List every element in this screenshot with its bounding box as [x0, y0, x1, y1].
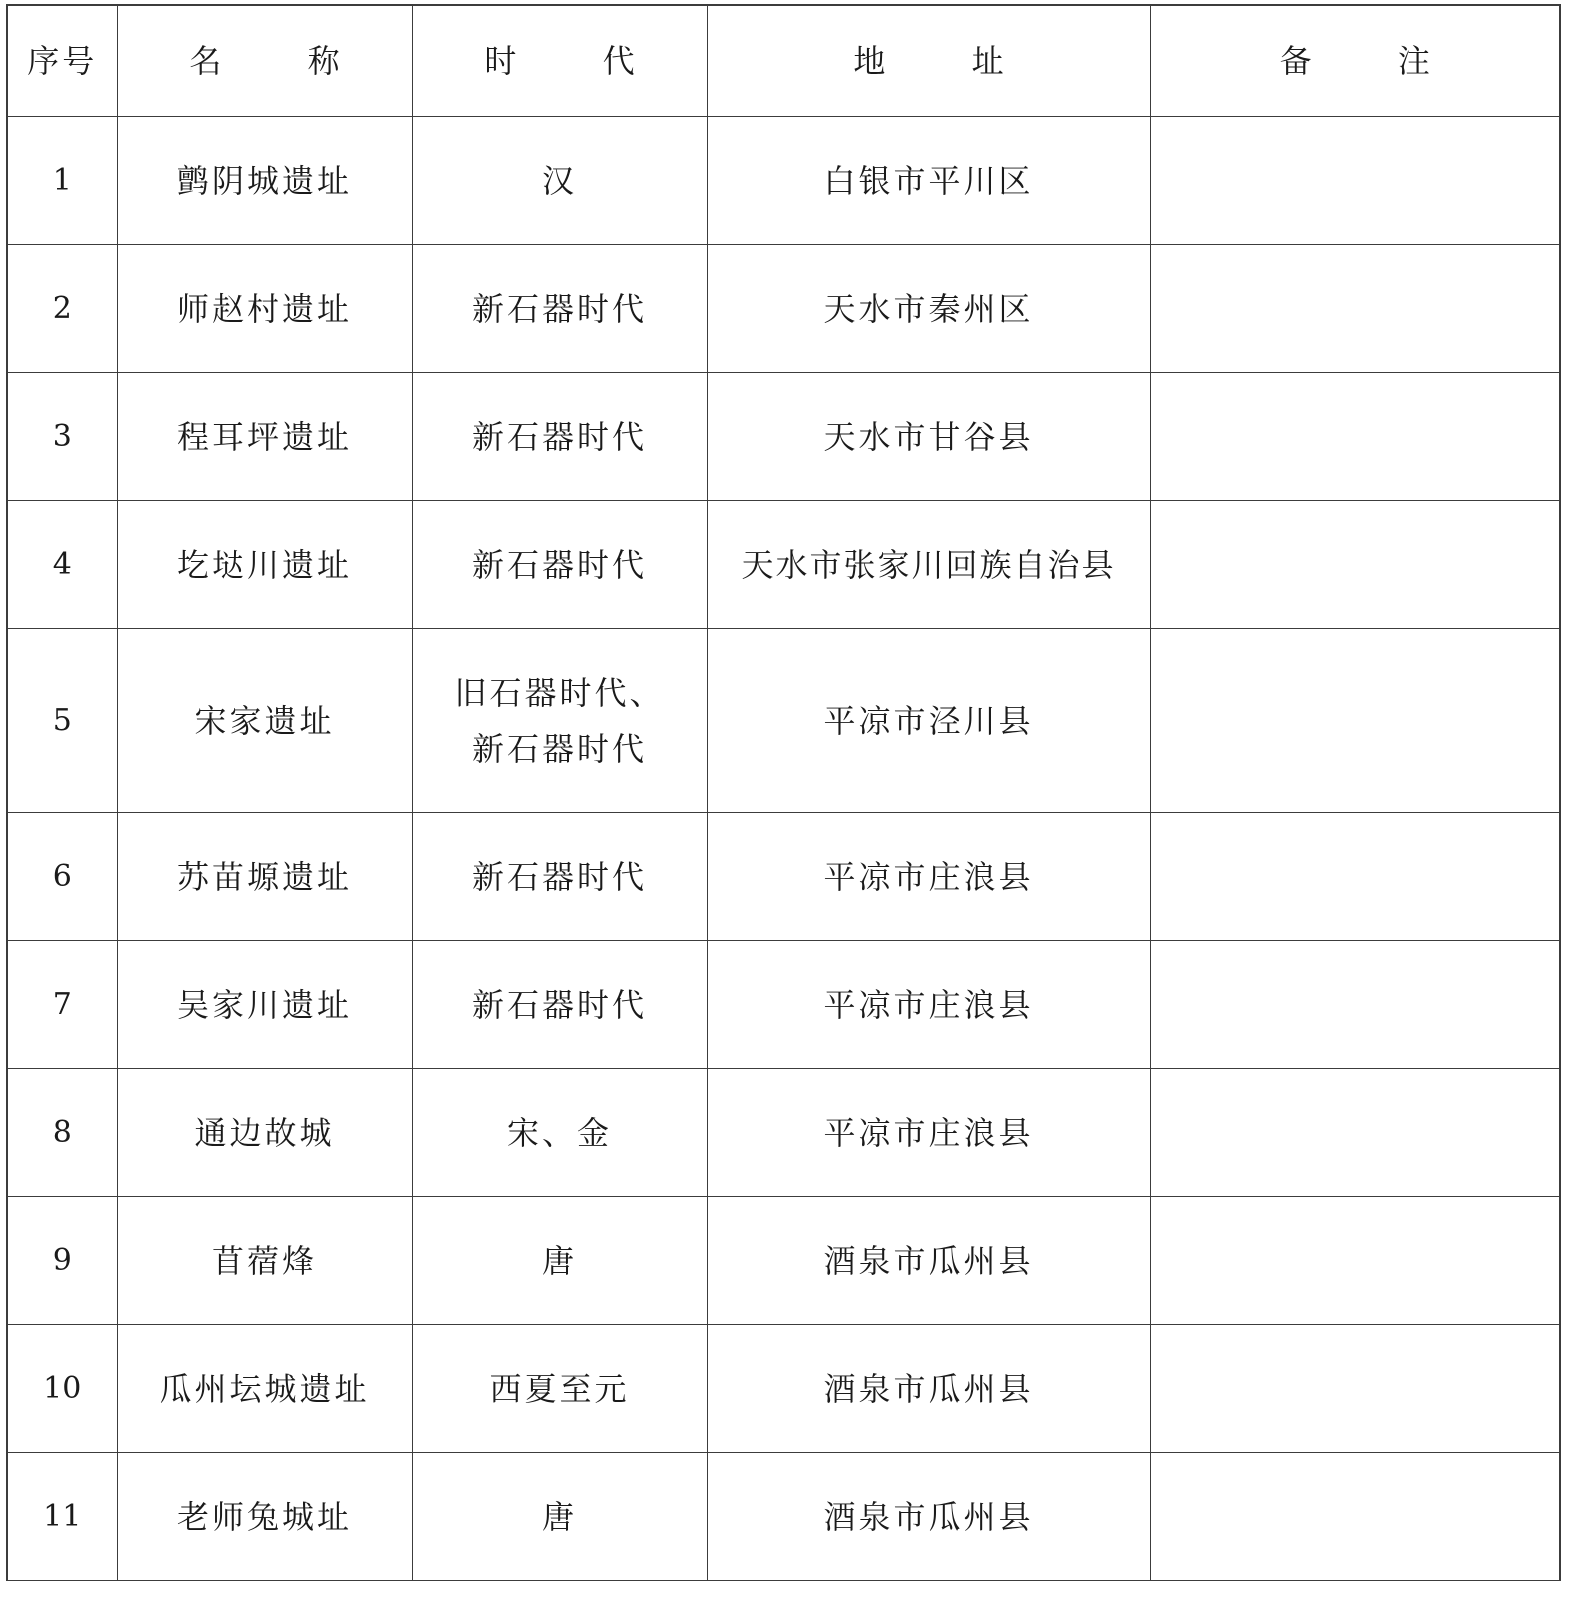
- cell-era-line: 新石器时代: [471, 985, 647, 1024]
- cell-note: [1150, 1325, 1560, 1453]
- cell-note: [1150, 501, 1560, 629]
- cell-name: 苏苗塬遗址: [117, 813, 412, 941]
- cell-name: 苜蓿烽: [117, 1197, 412, 1325]
- cell-address: 酒泉市瓜州县: [707, 1325, 1150, 1453]
- cell-era-line: 新石器时代: [471, 857, 647, 896]
- cell-address: 平凉市泾川县: [707, 629, 1150, 813]
- table-row: [7, 117, 1560, 245]
- cell-era: [412, 117, 707, 245]
- cell-note: [1150, 1197, 1560, 1325]
- cell-name: 瓜州坛城遗址: [117, 1325, 412, 1453]
- cell-name: 鹯阴城遗址: [117, 117, 412, 245]
- header-name: 名 称: [117, 5, 412, 117]
- cell-name: 圪垯川遗址: [117, 501, 412, 629]
- cell-address: 天水市张家川回族自治县: [707, 501, 1150, 629]
- cell-era: [412, 1197, 707, 1325]
- cell-index: 11: [7, 1453, 117, 1581]
- header-note: 备 注: [1150, 5, 1560, 117]
- cell-index: 10: [7, 1325, 117, 1453]
- cell-era-line: 新石器时代: [471, 417, 647, 456]
- cell-note: [1150, 629, 1560, 813]
- cell-index: 5: [7, 629, 117, 813]
- table-row: [7, 501, 1560, 629]
- table-row: [7, 1069, 1560, 1197]
- cell-era: [412, 941, 707, 1069]
- table-row: [7, 941, 1560, 1069]
- cell-name: 吴家川遗址: [117, 941, 412, 1069]
- cell-index: 8: [7, 1069, 117, 1197]
- table-row: [7, 245, 1560, 373]
- cell-address: 天水市甘谷县: [707, 373, 1150, 501]
- cell-index: 1: [7, 117, 117, 245]
- cell-address: 天水市秦州区: [707, 245, 1150, 373]
- table-header-row: [7, 5, 1560, 117]
- cell-note: [1150, 813, 1560, 941]
- cell-era-line: 唐: [541, 1497, 577, 1536]
- cell-note: [1150, 373, 1560, 501]
- cell-era: [412, 813, 707, 941]
- header-era: 时 代: [412, 5, 707, 117]
- table-row: [7, 629, 1560, 813]
- cell-address: 平凉市庄浪县: [707, 1069, 1150, 1197]
- cell-index: 7: [7, 941, 117, 1069]
- cell-index: 9: [7, 1197, 117, 1325]
- cell-note: [1150, 117, 1560, 245]
- cell-era-line: 西夏至元: [489, 1369, 630, 1408]
- cell-name: 通边故城: [117, 1069, 412, 1197]
- cell-index: 4: [7, 501, 117, 629]
- cell-era-line: 新石器时代: [471, 729, 647, 768]
- cell-era-line: 新石器时代: [471, 289, 647, 328]
- heritage-sites-table-page: [6, 4, 1559, 1581]
- cell-era: [412, 501, 707, 629]
- cell-era-line: 汉: [541, 161, 577, 200]
- table-row: [7, 1453, 1560, 1581]
- cell-address: 白银市平川区: [707, 117, 1150, 245]
- cell-era-line: 宋、金: [506, 1113, 612, 1152]
- cell-era: [412, 1069, 707, 1197]
- cell-era: [412, 1325, 707, 1453]
- cell-era: [412, 245, 707, 373]
- cell-era-line: 旧石器时代、: [454, 673, 665, 712]
- cell-index: 3: [7, 373, 117, 501]
- cell-name: 程耳坪遗址: [117, 373, 412, 501]
- table-row: [7, 813, 1560, 941]
- table-row: [7, 1325, 1560, 1453]
- cell-era: [412, 373, 707, 501]
- cell-name: 老师兔城址: [117, 1453, 412, 1581]
- cell-index: 6: [7, 813, 117, 941]
- cell-address: 酒泉市瓜州县: [707, 1453, 1150, 1581]
- cell-address: 酒泉市瓜州县: [707, 1197, 1150, 1325]
- cell-note: [1150, 245, 1560, 373]
- cell-era-line: 唐: [541, 1241, 577, 1280]
- header-index: 序号: [7, 5, 117, 117]
- cell-era-line: 新石器时代: [471, 545, 647, 584]
- header-address: 地 址: [707, 5, 1150, 117]
- cell-index: 2: [7, 245, 117, 373]
- cell-name: 宋家遗址: [117, 629, 412, 813]
- cell-era: [412, 629, 707, 813]
- cell-note: [1150, 1069, 1560, 1197]
- table-body: [7, 117, 1560, 1581]
- heritage-sites-table: [6, 4, 1561, 1581]
- cell-note: [1150, 941, 1560, 1069]
- cell-note: [1150, 1453, 1560, 1581]
- table-row: [7, 373, 1560, 501]
- cell-era: [412, 1453, 707, 1581]
- cell-address: 平凉市庄浪县: [707, 941, 1150, 1069]
- cell-address: 平凉市庄浪县: [707, 813, 1150, 941]
- table-row: [7, 1197, 1560, 1325]
- cell-name: 师赵村遗址: [117, 245, 412, 373]
